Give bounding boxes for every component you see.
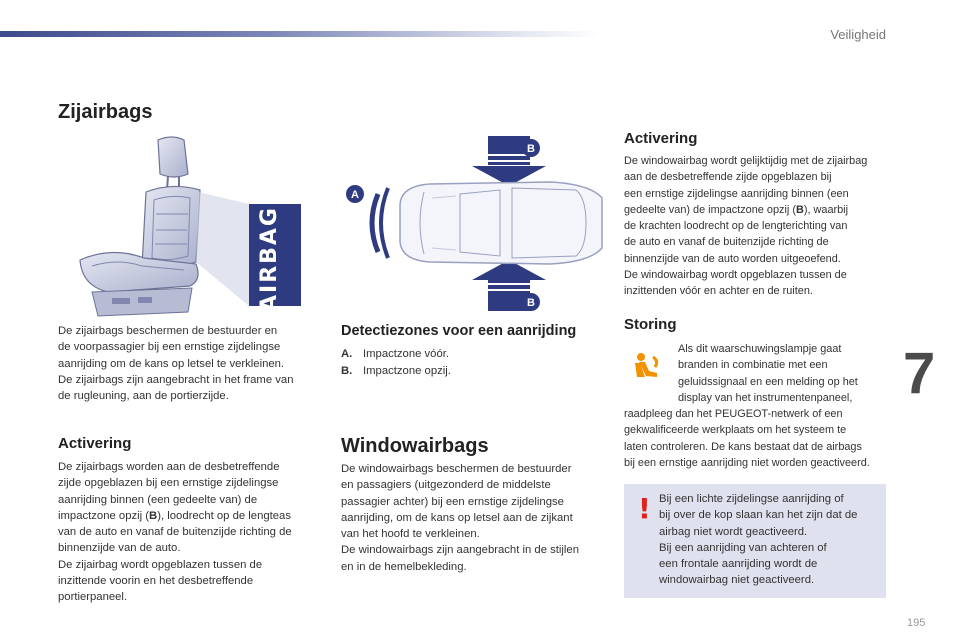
text-line: Als dit waarschuwingslampje gaat [678, 343, 842, 355]
detection-item-a [341, 348, 449, 360]
page-number: 195 [907, 617, 926, 629]
intro-line: de voorpassagier bij een ernstige zijdelingse [58, 341, 281, 354]
text-line: de krachten loodrecht op de lengterichting van [624, 220, 848, 233]
text-line: zijde opgeblazen bij een ernstige zijdelingse [58, 477, 279, 490]
chapter-number: 7 [903, 341, 936, 406]
text-line: aan de desbetreffende zijde opgeblazen bij [624, 171, 832, 184]
text-line: De zijairbags worden aan de desbetreffende [58, 461, 280, 473]
text-line: van het hoofd te verkleinen. [341, 528, 480, 541]
window-title: Windowairbags [341, 435, 489, 457]
storing-title: Storing [624, 316, 677, 333]
text-line: impactzone opzij (B), loodrecht op de lengteas [58, 509, 291, 522]
section-header: Veiligheid [830, 27, 886, 42]
text-line: De windowairbags beschermen de bestuurder [341, 463, 572, 475]
text-line: Bij een aanrijding van achteren of [659, 541, 827, 554]
detection-item-b [341, 365, 451, 377]
text-line: windowairbag niet geactiveerd. [659, 574, 815, 587]
text-line: laten controleren. De kans bestaat dat de airbags [624, 440, 862, 453]
detection-title: Detectiezones voor een aanrijding [341, 323, 577, 339]
airbag-label [256, 206, 282, 313]
text-line: geluidssignaal en een melding op het [678, 375, 858, 388]
label-a: A [351, 189, 359, 201]
text-line: De windowairbag wordt gelijktijdig met de zijairbag [624, 155, 868, 167]
intro-line: de rugleuning, aan de portierzijde. [58, 390, 229, 403]
warning-exclamation-icon: ! [638, 492, 651, 525]
activering-left-title: Activering [58, 435, 132, 452]
window-text [341, 461, 579, 575]
impact-zone-diagram [340, 128, 610, 318]
text-line: de auto en vanaf de buitenzijde richting de [624, 236, 829, 249]
warning-box [624, 484, 886, 598]
activering-left-text [58, 459, 292, 606]
intro-line: aanrijding om de kans op letsel te verkleinen. [58, 357, 285, 370]
text-line: bij een ernstige aanrijding niet worden geactiveerd. [624, 456, 870, 469]
airbag-label-text: AIRBAG [256, 206, 282, 313]
activering-right-title: Activering [624, 130, 698, 147]
text-line: display van het instrumentenpaneel, [678, 391, 853, 404]
text-line: branden in combinatie met een [678, 359, 828, 372]
text-line: De zijairbag wordt opgeblazen tussen de [58, 558, 263, 571]
detection-key: A. [341, 348, 353, 360]
intro-paragraph [58, 323, 293, 404]
text-line: De windowairbag wordt opgeblazen tussen de [624, 269, 847, 282]
page-title: Zijairbags [58, 101, 153, 123]
text-line: en passagiers (uitgezonderd de middelste [341, 479, 551, 492]
text-line: van de auto en vanaf de buitenzijde richting de [58, 526, 292, 539]
detection-key: B. [341, 365, 353, 377]
text-line: portierpaneel. [58, 591, 128, 604]
warning-text [659, 491, 857, 589]
text-line: binnenzijde van de auto worden uitgeoefend. [624, 252, 841, 265]
text-line: Bij een lichte zijdelingse aanrijding of [659, 493, 844, 505]
text-line: en in de hemelbekleding. [341, 560, 467, 573]
text-line: aanrijding binnen (een gedeelte van) de [58, 493, 258, 506]
activering-right-text [624, 153, 867, 300]
text-line: inzittende voorin en het desbetreffende [58, 575, 254, 588]
text-line: airbag niet wordt geactiveerd. [659, 525, 808, 538]
text-line: aanrijding, om de kans op letsel aan de zijkant [341, 511, 573, 524]
text-line: raadpleeg dan het PEUGEOT-netwerk of een [624, 408, 843, 420]
text-line: gekwalificeerde werkplaats om het systeem te [624, 424, 847, 437]
airbag-warning-lamp-icon [631, 351, 663, 381]
text-line: bij over de kop slaan kan het zijn dat de [659, 509, 858, 522]
text-line: een frontale aanrijding wordt de [659, 558, 818, 571]
text-line: gedeelte van) de impactzone opzij (B), waarbij [624, 203, 849, 216]
storing-text-indented [678, 341, 858, 406]
text-line: binnenzijde van de auto. [58, 542, 181, 555]
intro-line: De zijairbags beschermen de bestuurder en [58, 325, 278, 337]
storing-text-full [624, 406, 870, 471]
detection-text: Impactzone opzij. [363, 365, 451, 377]
intro-line: De zijairbags zijn aangebracht in het frame van [58, 373, 294, 386]
header-bar [0, 31, 600, 37]
detection-text: Impactzone vóór. [363, 348, 450, 360]
text-line: inzittenden vóór en achter en de ruiten. [624, 285, 813, 298]
label-b-top: B [527, 143, 535, 155]
text-line: De windowairbags zijn aangebracht in de stijlen [341, 544, 580, 557]
text-line: passagier achter) bij een ernstige zijdelingse [341, 495, 564, 508]
label-b-bottom: B [527, 297, 535, 309]
text-line: een ernstige zijdelingse aanrijding binnen (een [624, 187, 849, 200]
